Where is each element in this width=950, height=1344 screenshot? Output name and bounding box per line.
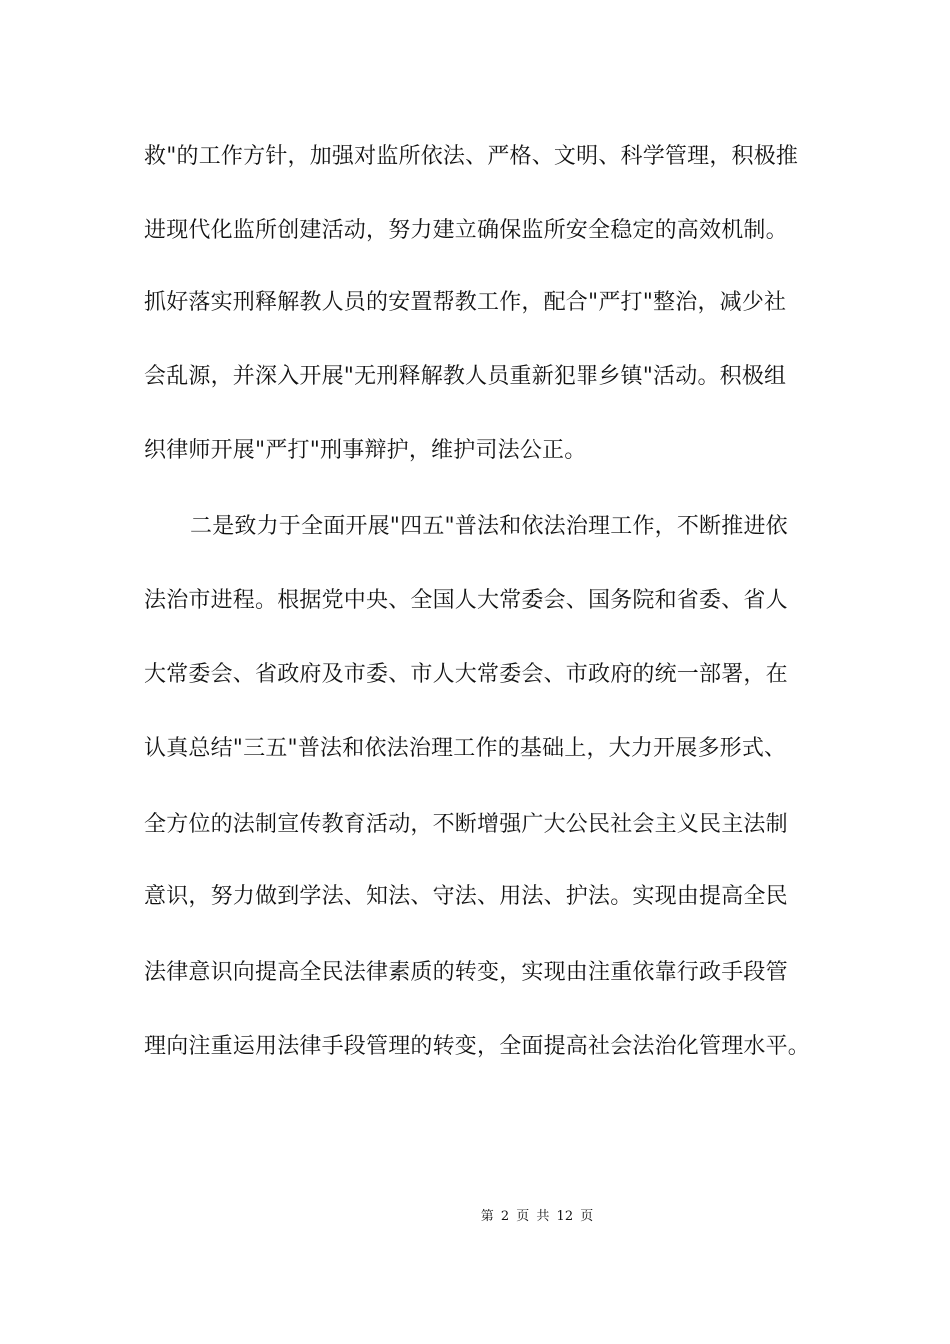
- text-line: 织律师开展"严打"刑事辩护，维护司法公正。: [144, 438, 587, 463]
- text-line: 救"的工作方针，加强对监所依法、严格、文明、科学管理，积极推: [144, 144, 799, 169]
- text-line: 进现代化监所创建活动，努力建立确保监所安全稳定的高效机制。: [144, 218, 788, 243]
- text-line: 意识，努力做到学法、知法、守法、用法、护法。实现由提高全民: [144, 884, 788, 909]
- text-line: 大常委会、省政府及市委、市人大常委会、市政府的统一部署，在: [144, 662, 788, 687]
- page-number-footer: 第 2 页 共 12 页: [480, 1209, 594, 1224]
- text-line: 会乱源，并深入开展"无刑释解教人员重新犯罪乡镇"活动。积极组: [144, 364, 787, 389]
- text-line: 全方位的法制宣传教育活动，不断增强广大公民社会主义民主法制: [144, 812, 788, 837]
- text-line: 法治市进程。根据党中央、全国人大常委会、国务院和省委、省人: [144, 588, 788, 613]
- text-line: 抓好落实刑释解教人员的安置帮教工作，配合"严打"整治，减少社: [144, 290, 787, 315]
- text-line: 理向注重运用法律手段管理的转变，全面提高社会法治化管理水平。: [144, 1034, 811, 1059]
- text-line: 法律意识向提高全民法律素质的转变，实现由注重依靠行政手段管: [144, 960, 788, 985]
- paragraph-first-line: 二是致力于全面开展"四五"普法和依法治理工作，不断推进依: [190, 514, 788, 539]
- text-line: 认真总结"三五"普法和依法治理工作的基础上，大力开展多形式、: [144, 736, 787, 761]
